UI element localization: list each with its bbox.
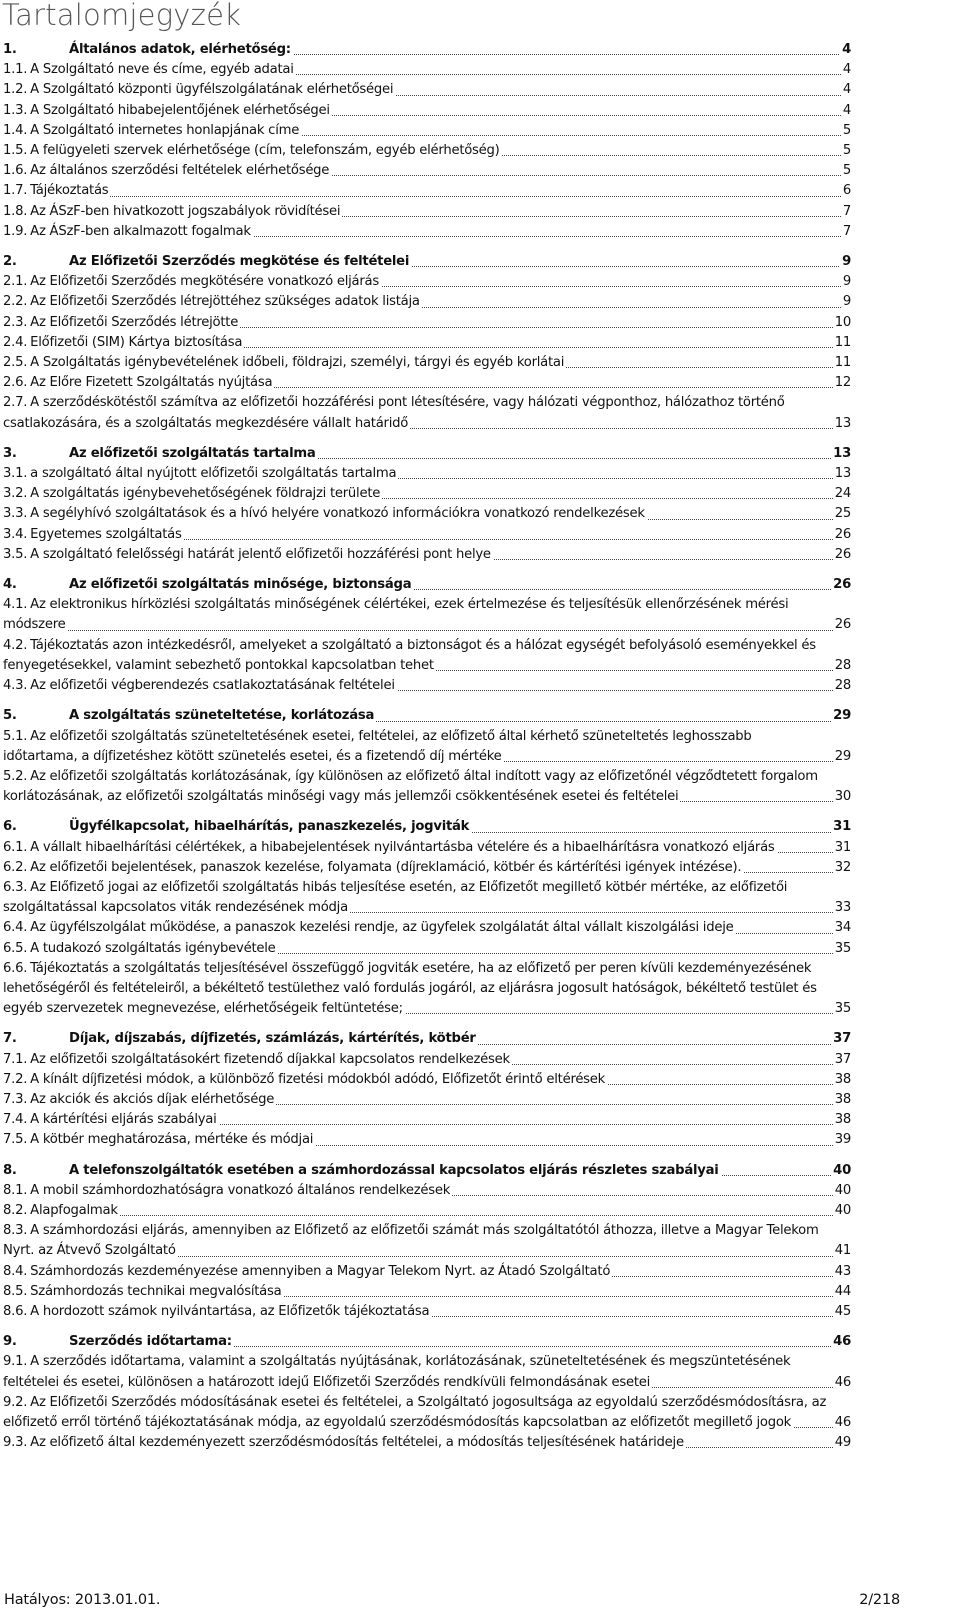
entry-number: 1.5. <box>3 143 28 159</box>
entry-number: 5. <box>3 708 17 724</box>
entry-number: 4.2. <box>3 637 28 653</box>
entry-page: 13 <box>831 444 851 464</box>
toc-entry[interactable] <box>3 484 851 504</box>
entry-number: 5.2. <box>3 768 28 784</box>
entry-page: 6 <box>841 181 851 201</box>
toc-entry[interactable] <box>3 1282 851 1302</box>
toc-entry[interactable] <box>3 393 851 433</box>
toc-entry[interactable] <box>3 1130 851 1150</box>
toc-entry[interactable] <box>3 858 851 878</box>
entry-page: 7 <box>841 202 851 222</box>
entry-number: 8.1. <box>3 1182 28 1198</box>
entry-title: A szolgáltatás igénybevehetőségének földrajzi területe <box>30 486 381 502</box>
entry-number: 6.6. <box>3 960 28 976</box>
page-title: Tartalomjegyzék <box>2 0 242 32</box>
entry-number: 3.1. <box>3 466 28 482</box>
entry-page: 4 <box>841 60 851 80</box>
toc-entry[interactable] <box>3 1221 851 1261</box>
entry-title: Az Előfizetői Szerződés létrejötte <box>30 314 239 330</box>
entry-title: Az előfizető által kezdeményezett szerződésmódosítás feltételei, a módosítás teljesítésének határideje <box>30 1435 684 1451</box>
entry-number: 4. <box>3 577 17 593</box>
entry-title: A számhordozási eljárás, amennyiben az Előfizető az előfizetői számát más szolgáltatótól áthozza, illetve a Magyar Telekom Nyrt. az Átvevő Szolgáltató <box>3 1223 819 1259</box>
entry-number: 1.8. <box>3 203 28 219</box>
entry-number: 3.3. <box>3 506 28 522</box>
entry-title: Egyetemes szolgáltatás <box>30 526 182 542</box>
entry-number: 2.5. <box>3 355 28 371</box>
toc-entry[interactable] <box>3 60 851 80</box>
entry-page: 37 <box>833 1050 851 1070</box>
entry-number: 2.4. <box>3 334 28 350</box>
entry-page: 11 <box>833 353 851 373</box>
entry-page: 37 <box>831 1029 851 1049</box>
toc-entry[interactable] <box>3 272 851 292</box>
entry-number: 3.5. <box>3 546 28 562</box>
toc-entry[interactable] <box>3 545 851 565</box>
toc-section <box>3 575 851 696</box>
entry-page: 40 <box>831 1161 851 1181</box>
entry-page: 28 <box>833 676 851 696</box>
entry-title: Az elektronikus hírközlési szolgáltatás minőségének célértékei, ezek értelmezése és teljesítésük ellenőrzésének mérési módszere <box>3 597 789 633</box>
entry-number: 8.4. <box>3 1263 28 1279</box>
entry-title: Az előfizetői szolgáltatás korlátozásának, így különösen az előfizető által indított vagy az előfizetőnél végződtetett forgalom korlátozásának, az előfizetői szolgáltatás minőségi vagy más jellemzői csökkentésének esetei és feltételei <box>3 768 818 805</box>
toc-entry[interactable] <box>3 313 851 333</box>
entry-number: 8.6. <box>3 1303 28 1319</box>
entry-page: 4 <box>840 40 851 60</box>
entry-number: 4.1. <box>3 597 28 613</box>
entry-page: 46 <box>831 1332 851 1352</box>
entry-number: 1.2. <box>3 82 28 98</box>
entry-title: Tájékoztatás a szolgáltatás teljesítésével összefüggő jogviták esetére, ha az előfizető per peren kívüli kezdeményezésének lehetőségéről és feltételeiről, a békéltető testülethez való fordulás jogáról, az eljárásra jogosult hatóságok, békéltető testület és egyéb szervezetek megnevezése, elérhetőségeik feltüntetése; <box>3 960 817 1017</box>
toc-section-heading[interactable] <box>3 1161 851 1181</box>
toc-section-heading[interactable] <box>3 444 851 464</box>
toc-entry[interactable] <box>3 1050 851 1070</box>
entry-page: 24 <box>833 484 851 504</box>
entry-page: 46 <box>833 1373 851 1393</box>
toc-section-heading[interactable] <box>3 817 851 837</box>
entry-title: Az Előfizetői Szerződés megkötésére vonatkozó eljárás <box>30 274 379 290</box>
toc-entry[interactable] <box>3 181 851 201</box>
entry-title: Az előfizetői szolgáltatás szüneteltetésének esetei, feltételei, az előfizető által kérhető szüneteltetés leghosszabb időtartama, a díjfizetéshez kötött szünetelés esetei, és a fizetendő díj mértéke <box>3 728 752 764</box>
entry-number: 7. <box>3 1031 17 1047</box>
toc-section <box>3 1332 851 1453</box>
entry-title: A szerződés időtartama, valamint a szolgáltatás nyújtásának, korlátozásának, szüneteltetésének és megszüntetésének feltételei és esetei, különösen a határozott idejű Előfizetői Szerződés rendkívüli felmondásának esetei <box>3 1354 791 1390</box>
dot-leader <box>3 630 851 631</box>
entry-page: 40 <box>833 1201 851 1221</box>
entry-number: 4.3. <box>3 678 28 694</box>
entry-number: 9.3. <box>3 1435 28 1451</box>
entry-page: 30 <box>833 787 851 807</box>
toc-section-heading[interactable] <box>3 1029 851 1049</box>
entry-number: 1.6. <box>3 163 28 179</box>
entry-page: 43 <box>833 1262 851 1282</box>
entry-title: Az általános szerződési feltételek elérhetősége <box>30 163 330 179</box>
table-of-contents <box>3 40 851 1463</box>
entry-number: 1.1. <box>3 62 28 78</box>
toc-entry[interactable] <box>3 1262 851 1282</box>
toc-entry[interactable] <box>3 1090 851 1110</box>
toc-section <box>3 40 851 242</box>
toc-entry[interactable] <box>3 504 851 524</box>
entry-title: Az Előfizetői Szerződés módosításának esetei és feltételei, a Szolgáltató jogosultsága az egyoldalú szerződésmódosításra, az előfizető erről történő tájékoztatásának módja, az egyoldalú szerződésmódosítás kapcsolatban az előfizetőt megillető jogok <box>3 1394 827 1430</box>
entry-number: 6.4. <box>3 920 28 936</box>
toc-entry[interactable] <box>3 202 851 222</box>
toc-section-heading[interactable] <box>3 575 851 595</box>
entry-number: 1.4. <box>3 122 28 138</box>
toc-entry[interactable] <box>3 636 851 676</box>
entry-title: A kínált díjfizetési módok, a különböző fizetési módokból adódó, Előfizetőt érintő eltérések <box>30 1071 606 1087</box>
entry-title: a szolgáltató által nyújtott előfizetői szolgáltatás tartalma <box>30 466 397 482</box>
entry-number: 1. <box>3 42 17 57</box>
entry-title: Az előfizetői szolgáltatás tartalma <box>69 445 316 461</box>
toc-entry[interactable] <box>3 676 851 696</box>
entry-number: 2.2. <box>3 294 28 310</box>
entry-title: A Szolgáltató neve és címe, egyéb adatai <box>30 62 294 78</box>
entry-title: Az előfizetői szolgáltatás minősége, biztonsága <box>69 577 412 593</box>
entry-number: 2.1. <box>3 274 28 290</box>
entry-number: 8.2. <box>3 1202 28 1218</box>
entry-title: A kártérítési eljárás szabályai <box>30 1112 217 1128</box>
entry-title: Az ÁSzF-ben hivatkozott jogszabályok rövidítései <box>30 203 341 219</box>
entry-number: 5.1. <box>3 728 28 744</box>
entry-number: 6. <box>3 819 17 835</box>
entry-title: Előfizetői (SIM) Kártya biztosítása <box>30 334 243 350</box>
toc-entry[interactable] <box>3 1181 851 1201</box>
entry-number: 2.6. <box>3 375 28 391</box>
entry-page: 38 <box>833 1110 851 1130</box>
toc-entry[interactable] <box>3 222 851 242</box>
entry-page: 11 <box>833 333 851 353</box>
toc-entry[interactable] <box>3 1110 851 1130</box>
entry-number: 2. <box>3 254 17 270</box>
toc-section <box>3 1029 851 1150</box>
toc-entry[interactable] <box>3 918 851 938</box>
entry-number: 9.1. <box>3 1354 28 1370</box>
toc-entry[interactable] <box>3 838 851 858</box>
entry-number: 2.3. <box>3 314 28 330</box>
toc-entry[interactable] <box>3 80 851 100</box>
toc-entry[interactable] <box>3 1070 851 1090</box>
entry-number: 2.7. <box>3 395 28 411</box>
toc-entry[interactable] <box>3 727 851 767</box>
dot-leader <box>3 1215 851 1216</box>
toc-entry[interactable] <box>3 101 851 121</box>
entry-title: Az Előfizető jogai az előfizetői szolgáltatás hibás teljesítése esetén, az Előfizetőt megillető kötbér mértéke, az előfizetői szolgáltatással kapcsolatos viták rendezésének módja <box>3 879 788 916</box>
entry-page: 7 <box>841 222 851 242</box>
entry-page: 13 <box>833 464 851 484</box>
entry-title: Általános adatok, elérhetőség: <box>69 42 291 57</box>
entry-page: 38 <box>833 1070 851 1090</box>
entry-title: Az előfizetői végberendezés csatlakoztatásának feltételei <box>30 678 395 694</box>
entry-page: 29 <box>831 706 851 726</box>
entry-page: 39 <box>833 1130 851 1150</box>
entry-title: Díjak, díjszabás, díjfizetés, számlázás, kártérítés, kötbér <box>69 1031 476 1047</box>
entry-title: Az ÁSzF-ben alkalmazott fogalmak <box>30 223 251 239</box>
entry-title: A tudakozó szolgáltatás igénybevétele <box>30 940 276 956</box>
entry-number: 3.4. <box>3 526 28 542</box>
entry-title: Az akciók és akciós díjak elérhetősége <box>30 1091 275 1107</box>
toc-section <box>3 1161 851 1323</box>
effective-date: Hatályos: 2013.01.01. <box>4 1592 161 1608</box>
entry-page: 35 <box>833 939 851 959</box>
entry-page: 25 <box>833 504 851 524</box>
entry-title: A telefonszolgáltatók esetében a számhordozással kapcsolatos eljárás részletes szabályai <box>69 1162 719 1178</box>
entry-page: 4 <box>841 101 851 121</box>
entry-number: 1.7. <box>3 183 28 199</box>
entry-number: 6.5. <box>3 940 28 956</box>
entry-title: A mobil számhordozhatóságra vonatkozó általános rendelkezések <box>30 1182 451 1198</box>
toc-section-heading[interactable] <box>3 252 851 272</box>
entry-title: Tájékoztatás <box>30 183 109 199</box>
entry-page: 26 <box>833 545 851 565</box>
entry-page: 5 <box>841 121 851 141</box>
toc-entry[interactable] <box>3 1433 851 1453</box>
entry-page: 4 <box>841 80 851 100</box>
entry-page: 40 <box>833 1181 851 1201</box>
toc-entry[interactable] <box>3 525 851 545</box>
entry-number: 9.2. <box>3 1394 28 1410</box>
toc-entry[interactable] <box>3 464 851 484</box>
entry-number: 6.1. <box>3 839 28 855</box>
entry-title: Számhordozás kezdeményezése amennyiben a Magyar Telekom Nyrt. az Átadó Szolgáltató <box>30 1263 611 1279</box>
entry-title: A szerződéskötéstől számítva az előfizetői hozzáférési pont létesítésére, vagy hálózati végponthoz, hálózathoz történő csatlakozására, és a szolgáltatás megkezdésére vállalt határidő <box>3 395 785 431</box>
toc-entry[interactable] <box>3 161 851 181</box>
toc-entry[interactable] <box>3 939 851 959</box>
entry-title: Az Előfizetői Szerződés megkötése és feltételei <box>69 254 410 270</box>
toc-section <box>3 444 851 565</box>
entry-title: Alapfogalmak <box>30 1202 118 1218</box>
entry-page: 49 <box>833 1433 851 1453</box>
entry-number: 6.3. <box>3 879 28 895</box>
entry-page: 26 <box>833 525 851 545</box>
entry-number: 8. <box>3 1162 17 1178</box>
entry-title: Az Előre Fizetett Szolgáltatás nyújtása <box>30 375 273 391</box>
entry-number: 3.2. <box>3 486 28 502</box>
entry-page: 45 <box>833 1302 851 1322</box>
entry-page: 10 <box>833 313 851 333</box>
entry-number: 8.3. <box>3 1223 28 1239</box>
toc-entry[interactable] <box>3 121 851 141</box>
entry-page: 31 <box>831 817 851 837</box>
entry-title: Számhordozás technikai megvalósítása <box>30 1283 282 1299</box>
toc-entry[interactable] <box>3 878 851 918</box>
toc-section <box>3 817 851 1019</box>
toc-entry[interactable] <box>3 1302 851 1322</box>
entry-page: 34 <box>833 918 851 938</box>
entry-page: 26 <box>833 615 851 635</box>
entry-title: A felügyeleti szervek elérhetősége (cím, telefonszám, egyéb elérhetőség) <box>30 143 500 159</box>
page-number: 2/218 <box>859 1592 900 1608</box>
entry-title: A szolgáltató felelősségi határát jelentő előfizetői hozzáférési pont helye <box>30 546 491 562</box>
toc-section-heading[interactable] <box>3 40 851 60</box>
toc-entry[interactable] <box>3 292 851 312</box>
entry-page: 13 <box>833 414 851 434</box>
entry-page: 26 <box>831 575 851 595</box>
entry-number: 9. <box>3 1334 17 1350</box>
entry-page: 28 <box>833 656 851 676</box>
entry-title: Az előfizetői szolgáltatásokért fizetendő díjakkal kapcsolatos rendelkezések <box>30 1051 510 1067</box>
entry-title: Ügyfélkapcsolat, hibaelhárítás, panaszkezelés, jogviták <box>69 819 470 835</box>
entry-title: A hordozott számok nyilvántartása, az Előfizetők tájékoztatása <box>30 1303 430 1319</box>
entry-page: 35 <box>833 999 851 1019</box>
entry-page: 9 <box>840 252 851 272</box>
entry-title: A vállalt hibaelhárítási célértékek, a hibabejelentések nyilvántartásba vételére és a hibaelhárításra vonatkozó eljárás <box>30 839 775 855</box>
entry-page: 41 <box>833 1241 851 1261</box>
entry-title: Tájékoztatás azon intézkedésről, amelyeket a szolgáltató a biztonságot és a hálózat egységét befolyásoló eseményekkel és fenyegetésekkel, valamint sebezhető pontokkal kapcsolatban tehet <box>3 637 816 673</box>
entry-title: A Szolgáltató internetes honlapjának címe <box>30 122 300 138</box>
entry-title: A kötbér meghatározása, mértéke és módjai <box>30 1132 314 1148</box>
entry-page: 5 <box>841 161 851 181</box>
entry-page: 5 <box>841 141 851 161</box>
toc-section <box>3 706 851 807</box>
entry-number: 1.3. <box>3 102 28 118</box>
entry-number: 7.3. <box>3 1091 28 1107</box>
toc-entry[interactable] <box>3 141 851 161</box>
entry-number: 8.5. <box>3 1283 28 1299</box>
entry-title: A Szolgáltató hibabejelentőjének elérhetőségei <box>30 102 330 118</box>
dot-leader <box>3 196 851 197</box>
entry-page: 46 <box>833 1413 851 1433</box>
entry-title: A segélyhívó szolgáltatások és a hívó helyére vonatkozó információkra vonatkozó rendelkezések <box>30 506 645 522</box>
entry-number: 1.9. <box>3 223 28 239</box>
toc-entry[interactable] <box>3 767 851 807</box>
entry-page: 44 <box>833 1282 851 1302</box>
toc-entry[interactable] <box>3 1201 851 1221</box>
entry-number: 7.1. <box>3 1051 28 1067</box>
entry-page: 9 <box>841 272 851 292</box>
entry-number: 7.4. <box>3 1112 28 1128</box>
entry-page: 12 <box>833 373 851 393</box>
entry-title: Az Előfizetői Szerződés létrejöttéhez szükséges adatok listája <box>30 294 420 310</box>
entry-page: 32 <box>833 858 851 878</box>
entry-page: 33 <box>833 898 851 918</box>
toc-entry[interactable] <box>3 333 851 353</box>
toc-entry[interactable] <box>3 1352 851 1392</box>
entry-page: 9 <box>841 292 851 312</box>
entry-title: Szerződés időtartama: <box>69 1334 232 1350</box>
toc-section-heading[interactable] <box>3 1332 851 1352</box>
entry-title: Az előfizetői bejelentések, panaszok kezelése, folyamata (díjreklamáció, kötbér és kártérítési igények intézése). <box>30 859 742 875</box>
entry-page: 38 <box>833 1090 851 1110</box>
entry-number: 6.2. <box>3 859 28 875</box>
toc-entry[interactable] <box>3 353 851 373</box>
entry-title: A Szolgáltatás igénybevételének időbeli, földrajzi, személyi, tárgyi és egyéb korlátai <box>30 355 565 371</box>
entry-number: 3. <box>3 445 17 461</box>
entry-title: A szolgáltatás szüneteltetése, korlátozása <box>69 708 375 724</box>
entry-number: 7.5. <box>3 1132 28 1148</box>
toc-entry[interactable] <box>3 595 851 635</box>
entry-title: Az ügyfélszolgálat működése, a panaszok kezelési rendje, az ügyfelek szolgálatát által vállalt kiszolgálási ideje <box>30 920 734 936</box>
toc-entry[interactable] <box>3 959 851 1020</box>
entry-page: 31 <box>833 838 851 858</box>
toc-section-heading[interactable] <box>3 706 851 726</box>
entry-number: 7.2. <box>3 1071 28 1087</box>
entry-page: 29 <box>833 747 851 767</box>
toc-section <box>3 252 851 434</box>
entry-title: A Szolgáltató központi ügyfélszolgálatának elérhetőségei <box>30 82 394 98</box>
toc-entry[interactable] <box>3 373 851 393</box>
toc-entry[interactable] <box>3 1393 851 1433</box>
